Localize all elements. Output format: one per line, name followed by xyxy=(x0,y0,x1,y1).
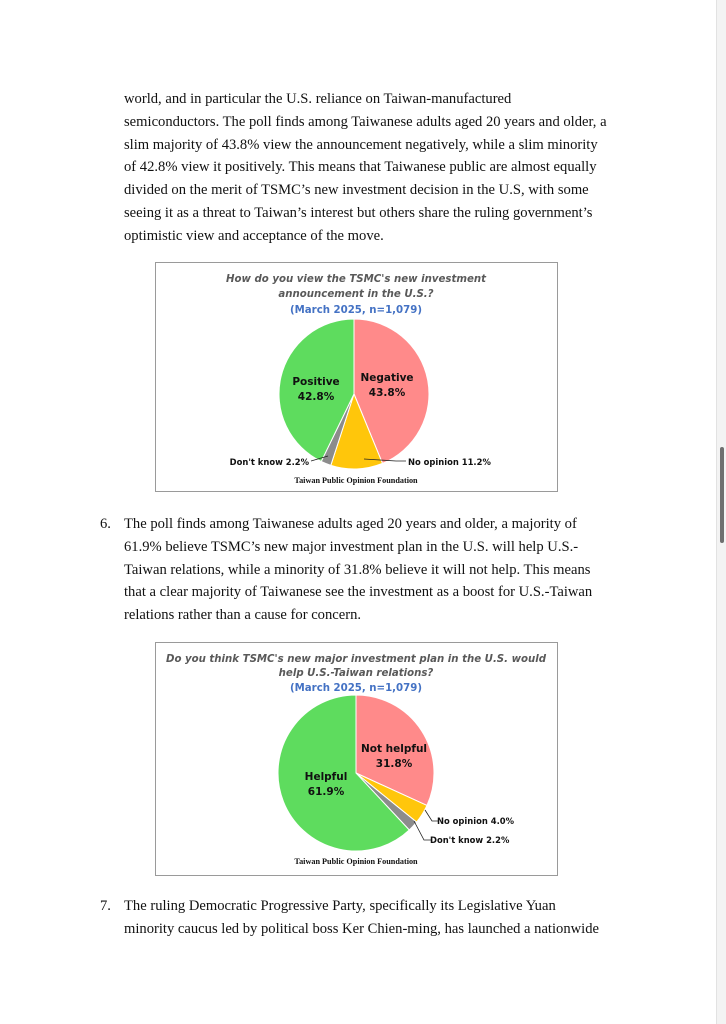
text-line: minority caucus led by political boss Ker Chien-ming, has launched a nationwide xyxy=(124,920,599,937)
text-line: of 42.8% view it positively. This means that Taiwanese public are almost equally xyxy=(124,159,597,176)
no-opinion-label: No opinion xyxy=(408,457,459,467)
scrollbar-thumb[interactable] xyxy=(720,447,724,543)
slice-value-positive: 42.8% xyxy=(297,391,335,403)
chart-title-line-1: How do you view the TSMC's new investment xyxy=(226,274,486,285)
dont-know-label: Don't know xyxy=(430,835,484,845)
chart-subtitle: (March 2025, n=1,079) xyxy=(290,683,422,694)
chart-source: Taiwan Public Opinion Foundation xyxy=(294,476,418,485)
no-opinion-label: No opinion xyxy=(437,816,488,826)
paragraph-continued xyxy=(124,88,614,248)
slice-label-dont-know xyxy=(230,457,310,467)
slice-label-no-opinion xyxy=(408,457,491,467)
chart-title-line-1: Do you think TSMC's new major investment plan in the U.S. would xyxy=(165,654,547,665)
list-number-7: 7. xyxy=(100,898,111,914)
text-line: optimistic view and acceptance of the move. xyxy=(124,227,384,244)
list-number-6: 6. xyxy=(100,516,111,532)
text-line: The poll finds among Taiwanese adults aged 20 years and older, a majority of xyxy=(124,516,577,532)
leader-line-dont-know xyxy=(414,821,431,840)
chart-us-taiwan-relations xyxy=(155,642,558,876)
dont-know-label: Don't know xyxy=(229,457,283,467)
slice-label-negative: Negative xyxy=(360,372,414,384)
text-line: 61.9% believe TSMC’s new major investment plan in the U.S. will help U.S.- xyxy=(124,538,579,555)
chart-source: Taiwan Public Opinion Foundation xyxy=(294,857,418,866)
chart-title-line-2: announcement in the U.S.? xyxy=(278,289,434,300)
no-opinion-value: 4.0% xyxy=(490,816,515,826)
dont-know-value: 2.2% xyxy=(285,457,309,467)
text-line: slim majority of 43.8% view the announcement negatively, while a slim minority xyxy=(124,136,598,153)
chart-svg xyxy=(156,263,557,491)
list-item-7 xyxy=(124,895,614,941)
chart-svg xyxy=(156,643,557,875)
text-line: relations rather than a cause for concern. xyxy=(124,607,362,624)
chart-title-line-2: help U.S.-Taiwan relations? xyxy=(278,668,434,679)
text-line: semiconductors. The poll finds among Taiwanese adults aged 20 years and older, a xyxy=(124,113,607,130)
list-item-6 xyxy=(124,513,614,627)
no-opinion-value: 11.2% xyxy=(461,457,491,467)
text-line: The ruling Democratic Progressive Party, specifically its Legislative Yuan xyxy=(124,898,556,914)
text-line: seeing it as a threat to Taiwan’s interest but others share the ruling government’s xyxy=(124,204,593,221)
slice-label-positive: Positive xyxy=(292,376,340,388)
chart-subtitle: (March 2025, n=1,079) xyxy=(290,305,422,316)
text-line: world, and in particular the U.S. reliance on Taiwan-manufactured xyxy=(124,91,512,107)
slice-label-helpful: Helpful xyxy=(304,771,348,783)
text-line: that a clear majority of Taiwanese see the investment as a boost for U.S.-Taiwan xyxy=(124,584,593,601)
slice-label-not-helpful: Not helpful xyxy=(360,743,428,755)
dont-know-value: 2.2% xyxy=(486,835,510,845)
slice-label-no-opinion xyxy=(437,816,515,826)
slice-value-not-helpful: 31.8% xyxy=(375,758,413,770)
chart-tsmc-announcement xyxy=(155,262,558,492)
slice-value-helpful: 61.9% xyxy=(307,786,345,798)
text-line: Taiwan relations, while a minority of 31.8% believe it will not help. This means xyxy=(124,561,591,578)
slice-value-negative: 43.8% xyxy=(368,387,406,399)
pie-slices xyxy=(278,695,434,851)
slice-label-dont-know xyxy=(430,835,510,845)
text-line: divided on the merit of TSMC’s new investment decision in the U.S, with some xyxy=(124,182,589,199)
